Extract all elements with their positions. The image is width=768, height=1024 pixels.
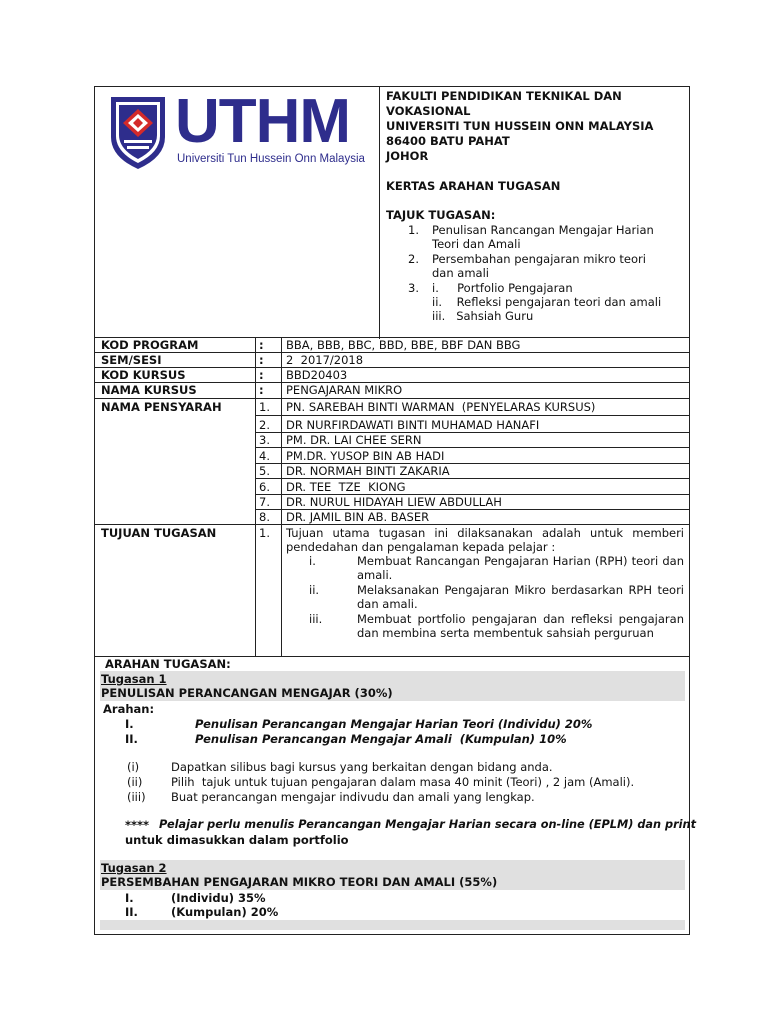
- tujuan-label: TUJUAN TUGASAN: [101, 526, 217, 540]
- step-text: Buat perancangan mengajar indivudu dan amali yang lengkap.: [171, 790, 535, 804]
- info-sep: :: [259, 338, 264, 352]
- pensyarah-num: 2.: [259, 418, 270, 432]
- part-text: Penulisan Perancangan Mengajar Amali (Kumpulan) 10%: [195, 732, 567, 746]
- tajuk-text: Persembahan pengajaran mikro teori: [432, 252, 646, 266]
- info-value: PENGAJARAN MIKRO: [286, 383, 403, 397]
- tugasan2-label: Tugasan 2: [101, 861, 167, 875]
- pensyarah-num: 5.: [259, 464, 270, 478]
- arahan-heading: ARAHAN TUGASAN:: [105, 657, 231, 671]
- info-label: KOD PROGRAM: [101, 338, 199, 352]
- institution-line: VOKASIONAL: [386, 104, 471, 118]
- info-label: KOD KURSUS: [101, 368, 186, 382]
- note-line: Pelajar perlu menulis Perancangan Mengajar Harian secara on-line (EPLM) dan print: [159, 818, 696, 831]
- step-num: (i): [127, 760, 140, 774]
- pensyarah-num: 8.: [259, 510, 270, 524]
- pensyarah-name: DR. NORMAH BINTI ZAKARIA: [286, 464, 450, 478]
- tajuk-num: 2.: [408, 252, 419, 266]
- info-sep: :: [259, 383, 264, 397]
- pensyarah-name: DR. TEE TZE KIONG: [286, 480, 406, 494]
- part-text: Penulisan Perancangan Mengajar Harian Teori (Individu) 20%: [195, 717, 593, 731]
- arahan-label: Arahan:: [103, 702, 155, 716]
- tajuk-num: 1.: [408, 223, 419, 237]
- tugasan1-title: PENULISAN PERANCANGAN MENGAJAR (30%): [101, 686, 393, 700]
- tajuk-num: 3.: [408, 281, 419, 295]
- tujuan-item-text: Membuat portfolio pengajaran dan refleksi pengajaran dan membina serta membentuk sahsiah perguruan: [357, 612, 684, 640]
- pensyarah-name: PM. DR. LAI CHEE SERN: [286, 433, 422, 447]
- tujuan-item-text: Membuat Rancangan Pengajaran Harian (RPH) teori dan amali.: [357, 554, 684, 582]
- info-label: SEM/SESI: [101, 353, 162, 367]
- pensyarah-num: 7.: [259, 495, 270, 509]
- tujuan-item-num: i.: [309, 554, 316, 568]
- tujuan-item-text: Melaksanakan Pengajaran Mikro berdasarkan RPH teori dan amali.: [357, 583, 684, 611]
- tajuk-text: dan amali: [432, 266, 489, 280]
- tujuan-item-num: ii.: [309, 583, 320, 597]
- tajuk-text: iii. Sahsiah Guru: [432, 309, 534, 323]
- tujuan-intro: Tujuan utama tugasan ini dilaksanakan adalah untuk memberi pendedahan dan pengalaman kepada pelajar :: [286, 526, 684, 554]
- info-label: NAMA KURSUS: [101, 383, 197, 397]
- info-value: BBA, BBB, BBC, BBD, BBE, BBF DAN BBG: [286, 338, 521, 352]
- uthm-crest-icon: [107, 93, 169, 171]
- pensyarah-num: 4.: [259, 449, 270, 463]
- tugasan1-label: Tugasan 1: [101, 672, 167, 686]
- tugasan2-title: PERSEMBAHAN PENGAJARAN MIKRO TEORI DAN AMALI (55%): [101, 875, 498, 889]
- tajuk-text: Teori dan Amali: [432, 237, 521, 251]
- pensyarah-name: DR. NURUL HIDAYAH LIEW ABDULLAH: [286, 495, 502, 509]
- assignment-document: [94, 86, 696, 935]
- tajuk-text: ii. Refleksi pengajaran teori dan amali: [432, 295, 662, 309]
- document-title: KERTAS ARAHAN TUGASAN: [386, 179, 561, 193]
- info-value: 2 2017/2018: [286, 353, 364, 367]
- institution-line: UNIVERSITI TUN HUSSEIN ONN MALAYSIA: [386, 119, 654, 133]
- pensyarah-name: PM.DR. YUSOP BIN AB HADI: [286, 449, 445, 463]
- info-sep: :: [259, 368, 264, 382]
- pensyarah-label: NAMA PENSYARAH: [101, 400, 222, 414]
- tujuan-item-num: iii.: [309, 612, 323, 626]
- institution-line: 86400 BATU PAHAT: [386, 134, 510, 148]
- institution-line: FAKULTI PENDIDIKAN TEKNIKAL DAN: [386, 89, 622, 103]
- logo-subtitle: Universiti Tun Hussein Onn Malaysia: [177, 153, 365, 165]
- institution-line: JOHOR: [386, 149, 429, 163]
- pensyarah-num: 3.: [259, 433, 270, 447]
- part-num: I.: [125, 891, 134, 905]
- pensyarah-name: DR NURFIRDAWATI BINTI MUHAMAD HANAFI: [286, 418, 540, 432]
- tujuan-num: 1.: [259, 526, 270, 540]
- pensyarah-name: DR. JAMIL BIN AB. BASER: [286, 510, 430, 524]
- note-line: untuk dimasukkan dalam portfolio: [125, 833, 349, 847]
- step-text: Pilih tajuk untuk tujuan pengajaran dalam masa 40 minit (Teori) , 2 jam (Amali).: [171, 775, 635, 789]
- uthm-logo: [103, 87, 369, 173]
- part-text: (Individu) 35%: [171, 891, 266, 905]
- tajuk-text: Penulisan Rancangan Mengajar Harian: [432, 223, 654, 237]
- part-num: II.: [125, 732, 138, 746]
- pensyarah-name: PN. SAREBAH BINTI WARMAN (PENYELARAS KURSUS): [286, 400, 596, 414]
- part-num: II.: [125, 905, 138, 919]
- note-prefix: ****: [125, 818, 150, 832]
- logo-wordmark: UTHM: [175, 87, 351, 156]
- info-value: BBD20403: [286, 368, 348, 382]
- part-text: (Kumpulan) 20%: [171, 905, 279, 919]
- tajuk-text: i. Portfolio Pengajaran: [432, 281, 573, 295]
- pensyarah-num: 1.: [259, 400, 270, 414]
- step-num: (ii): [127, 775, 143, 789]
- part-num: I.: [125, 717, 134, 731]
- pensyarah-num: 6.: [259, 480, 270, 494]
- step-num: (iii): [127, 790, 146, 804]
- step-text: Dapatkan silibus bagi kursus yang berkaitan dengan bidang anda.: [171, 760, 553, 774]
- info-sep: :: [259, 353, 264, 367]
- tajuk-label: TAJUK TUGASAN:: [386, 208, 496, 222]
